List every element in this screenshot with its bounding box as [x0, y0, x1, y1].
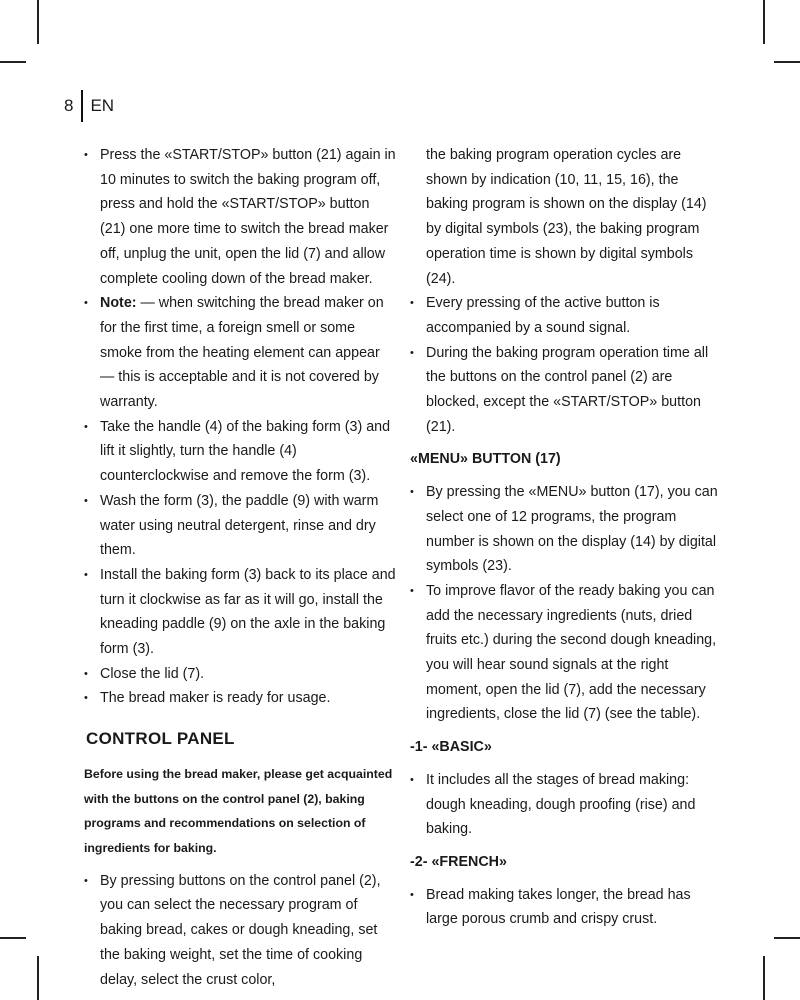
- list-item: • To improve flavor of the ready baking you can add the necessary ingredients (nuts, dried fruits etc.) during the second dough kneading, you will hear sound signals at the right moment, open the lid (7), add the necessary ingredients, close the lid (7) (see the table).: [410, 579, 720, 727]
- list-item: • Wash the form (3), the paddle (9) with warm water using neutral detergent, rinse and dry them.: [84, 489, 396, 563]
- note-label: Note:: [100, 295, 137, 312]
- crop-mark-top-right-vertical: [763, 0, 765, 44]
- french-list: [410, 883, 720, 932]
- list-item: • The bread maker is ready for usage.: [84, 686, 396, 711]
- list-item: • By pressing the «MENU» button (17), you can select one of 12 programs, the program number is shown on the display (14) by digital symbols (23).: [410, 480, 720, 579]
- list-item: • Every pressing of the active button is accompanied by a sound signal.: [410, 291, 720, 340]
- note-item: [84, 291, 396, 415]
- crop-mark-bottom-left-horizontal: [0, 937, 26, 939]
- menu-list: [410, 480, 720, 727]
- control-panel-list: [84, 869, 396, 993]
- crop-mark-bottom-right-horizontal: [774, 937, 800, 939]
- list-item: • Install the baking form (3) back to its place and turn it clockwise as far as it will go, install the kneading paddle (9) on the axle in the baking form (3).: [84, 563, 396, 662]
- crop-mark-top-left-vertical: [37, 0, 39, 44]
- list-item: • Close the lid (7).: [84, 662, 396, 687]
- crop-mark-bottom-left-vertical: [37, 956, 39, 1000]
- list-item: • During the baking program operation time all the buttons on the control panel (2) are blocked, except the «START/STOP» button (21).: [410, 341, 720, 440]
- list-item: • Press the «START/STOP» button (21) again in 10 minutes to switch the baking program off, press and hold the «START/STOP» button (21) one more time to switch the bread maker off, unplug the unit, open the lid (7) and allow complete cooling down of the bread maker.: [84, 143, 396, 291]
- continued-paragraph: the baking program operation cycles are shown by indication (10, 11, 15, 16), the baking program is shown on the display (14) by digital symbols (23), the baking program operation time is shown by digital symbols (24).: [426, 147, 707, 287]
- left-column: [84, 143, 396, 992]
- page-header: [64, 90, 114, 122]
- page-number: 8: [64, 96, 74, 115]
- list-item: • It includes all the stages of bread making: dough kneading, dough proofing (rise) and baking.: [410, 768, 720, 842]
- signal-list: [410, 291, 720, 439]
- crop-mark-top-left-horizontal: [0, 61, 26, 63]
- crop-mark-bottom-right-vertical: [763, 956, 765, 1000]
- basic-list: [410, 768, 720, 842]
- right-column: [410, 143, 720, 932]
- language-label: EN: [90, 96, 115, 115]
- instruction-list: [84, 143, 396, 711]
- list-item: • By pressing buttons on the control panel (2), you can select the necessary program of baking bread, cakes or dough kneading, set the baking weight, set the time of cooking delay, select the crust color,: [84, 869, 396, 993]
- list-item: • Bread making takes longer, the bread has large porous crumb and crispy crust.: [410, 883, 720, 932]
- basic-program-heading: -1- «BASIC»: [410, 739, 492, 756]
- control-panel-intro: Before using the bread maker, please get acquainted with the buttons on the control panel (2), baking programs and recommendations on selection of ingredients for baking.: [84, 766, 393, 855]
- note-text: — when switching the bread maker on for the first time, a foreign smell or some smoke from the heating element can appear — this is acceptable and it is not covered by warranty.: [100, 295, 384, 411]
- crop-mark-top-right-horizontal: [774, 61, 800, 63]
- list-item: • Take the handle (4) of the baking form (3) and lift it slightly, turn the handle (4) counterclockwise and remove the form (3).: [84, 415, 396, 489]
- control-panel-heading: CONTROL PANEL: [86, 729, 235, 749]
- french-program-heading: -2- «FRENCH»: [410, 853, 507, 870]
- menu-button-heading: «MENU» BUTTON (17): [410, 451, 561, 468]
